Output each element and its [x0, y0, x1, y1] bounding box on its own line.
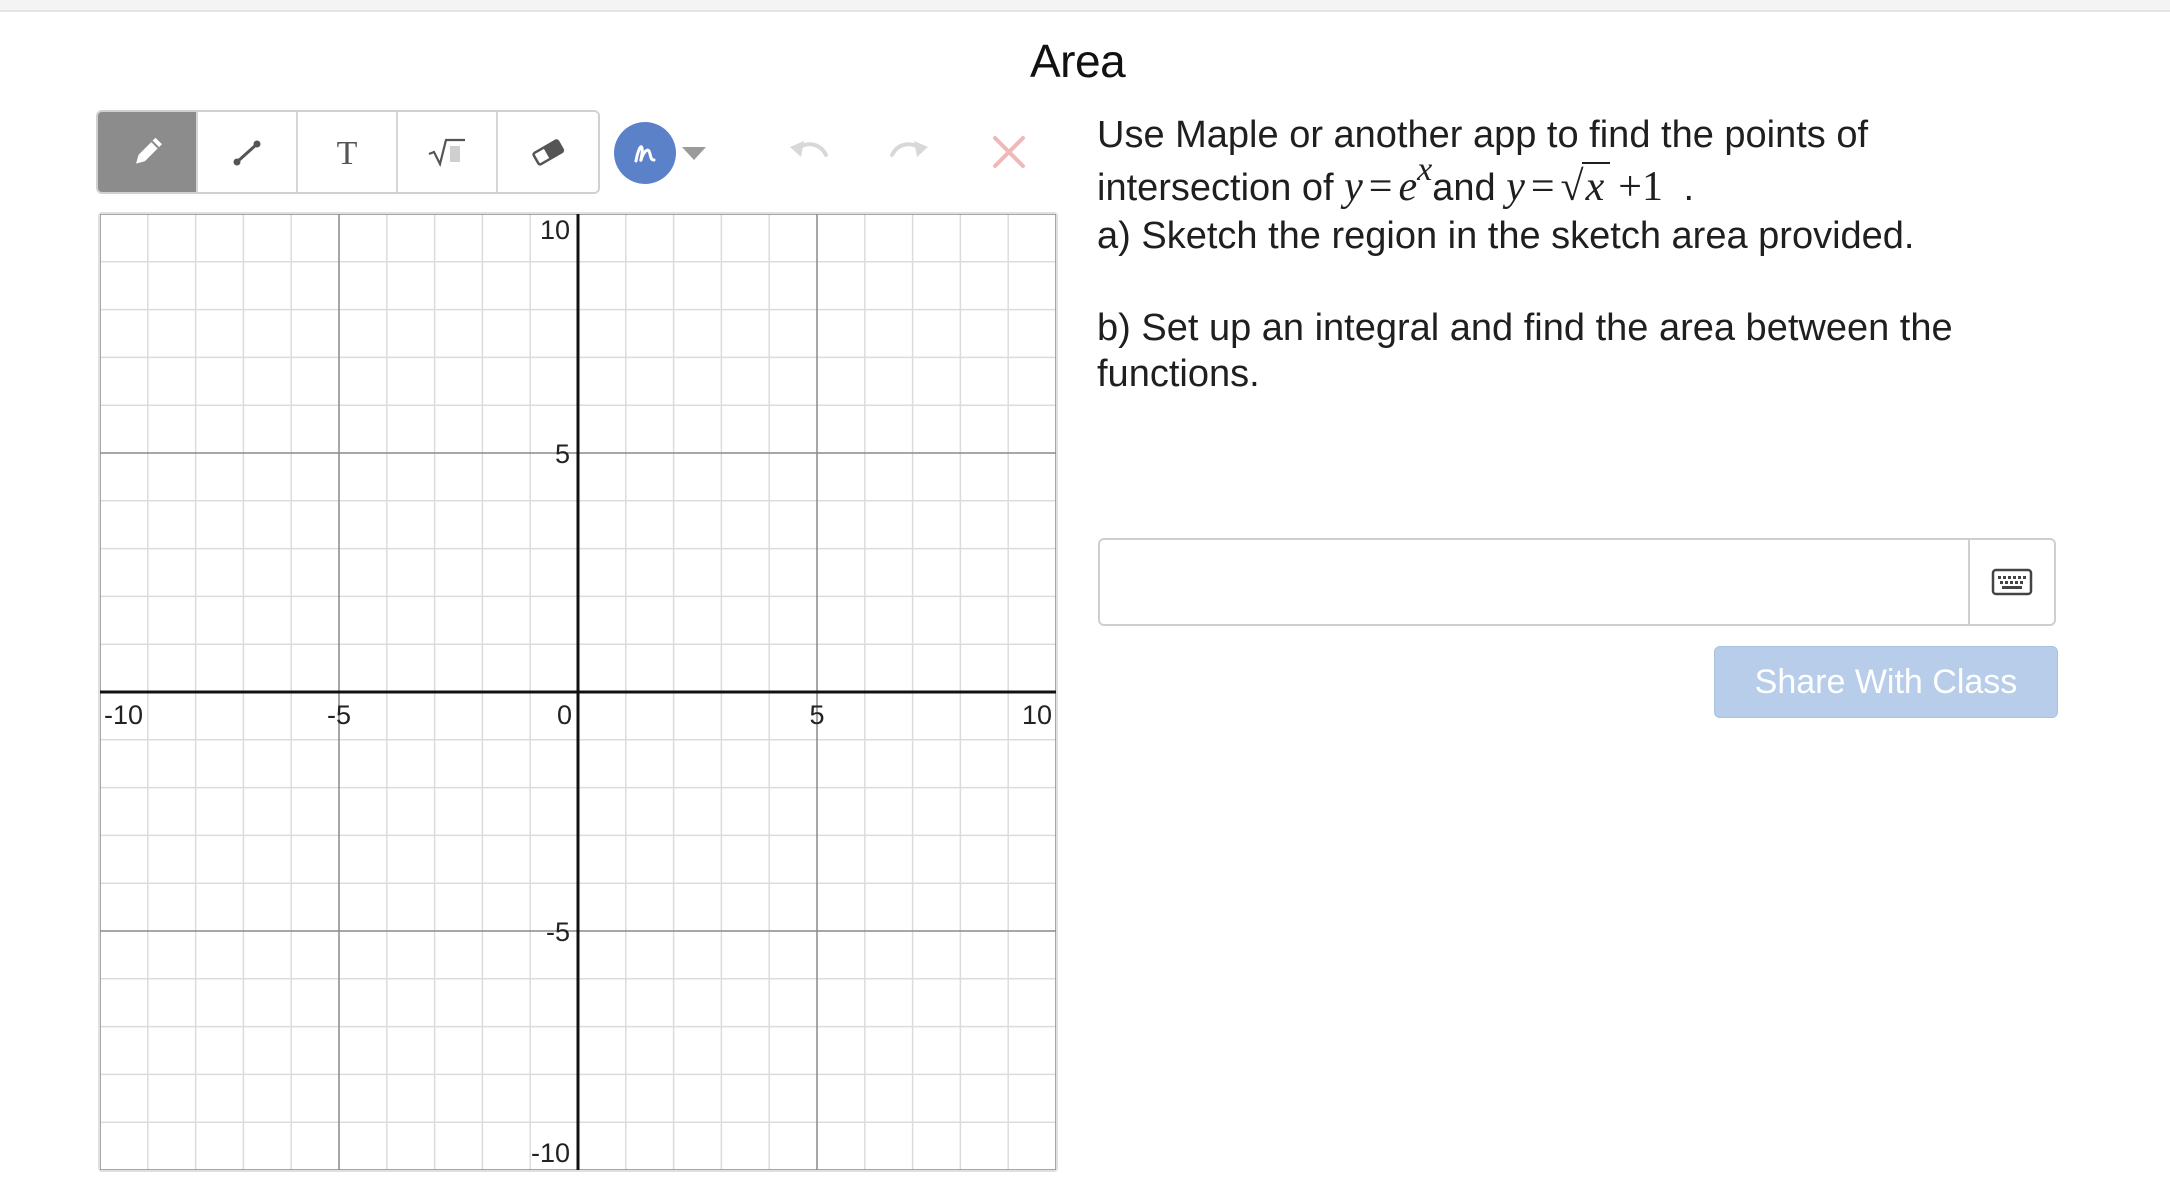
- eq1-base: e: [1398, 164, 1418, 210]
- undo-icon: [786, 135, 832, 169]
- x-tick-label: 5: [809, 700, 825, 730]
- and-label: and: [1432, 167, 1496, 209]
- math-tool-button[interactable]: [398, 112, 498, 192]
- undo-button[interactable]: [782, 128, 836, 176]
- x-tick-label: 0: [556, 700, 572, 730]
- question-line-1: Use Maple or another app to find the points of: [1097, 114, 1869, 156]
- top-bar: [0, 0, 2170, 12]
- sentence-period: .: [1683, 167, 1695, 209]
- keyboard-icon: [1991, 567, 2033, 597]
- sqrt-icon: [425, 132, 469, 172]
- redo-button[interactable]: [882, 128, 936, 176]
- intersection-label: intersection of: [1097, 167, 1334, 209]
- y-tick-label: 5: [554, 439, 570, 469]
- eq1-equals: =: [1368, 164, 1393, 210]
- answer-field: [1098, 538, 2056, 626]
- sketch-area[interactable]: [98, 212, 1058, 1172]
- eraser-tool-button[interactable]: [498, 112, 598, 192]
- pen-color-button[interactable]: [614, 122, 676, 184]
- clear-button[interactable]: [982, 128, 1036, 176]
- x-tick-label: -10: [104, 700, 144, 730]
- redo-icon: [886, 135, 932, 169]
- eq1-exponent: x: [1417, 151, 1433, 188]
- x-tick-label: -5: [326, 700, 352, 730]
- eq2-tail: +1: [1618, 164, 1663, 210]
- graph-grid[interactable]: [100, 214, 1056, 1170]
- x-tick-label: 10: [1021, 700, 1052, 730]
- share-with-class-button[interactable]: Share With Class: [1714, 646, 2058, 718]
- pencil-icon: [127, 132, 167, 172]
- part-b: b) Set up an integral and find the area between the functions.: [1097, 307, 1953, 395]
- eraser-icon: [528, 132, 568, 172]
- sqrt-sign: √: [1560, 164, 1584, 210]
- line-tool-button[interactable]: [198, 112, 298, 192]
- close-icon: [989, 132, 1029, 172]
- eq2-equals: =: [1530, 164, 1555, 210]
- part-a: a) Sketch the region in the sketch area provided.: [1097, 215, 1915, 257]
- keyboard-button[interactable]: [1968, 540, 2054, 624]
- text-icon: [327, 132, 367, 172]
- eq1-lhs: y: [1344, 164, 1363, 210]
- y-tick-label: -5: [545, 917, 570, 947]
- drawing-toolbar: [96, 110, 600, 194]
- answer-input[interactable]: [1100, 540, 1968, 624]
- sqrt-expression: [1561, 162, 1611, 211]
- text-tool-button[interactable]: [298, 112, 398, 192]
- question-line-2: [1097, 151, 2097, 213]
- scribble-icon: [628, 136, 662, 170]
- pencil-tool-button[interactable]: [98, 112, 198, 192]
- y-tick-label: 10: [539, 215, 570, 245]
- page-title: Area: [1030, 35, 1126, 87]
- line-icon: [227, 132, 267, 172]
- svg-text:T: T: [336, 135, 358, 172]
- y-tick-label: -10: [530, 1138, 570, 1168]
- question-text: [1097, 112, 2097, 397]
- eq2-lhs: y: [1506, 164, 1525, 210]
- chevron-down-icon[interactable]: [680, 144, 708, 162]
- sqrt-radicand: x: [1582, 162, 1611, 210]
